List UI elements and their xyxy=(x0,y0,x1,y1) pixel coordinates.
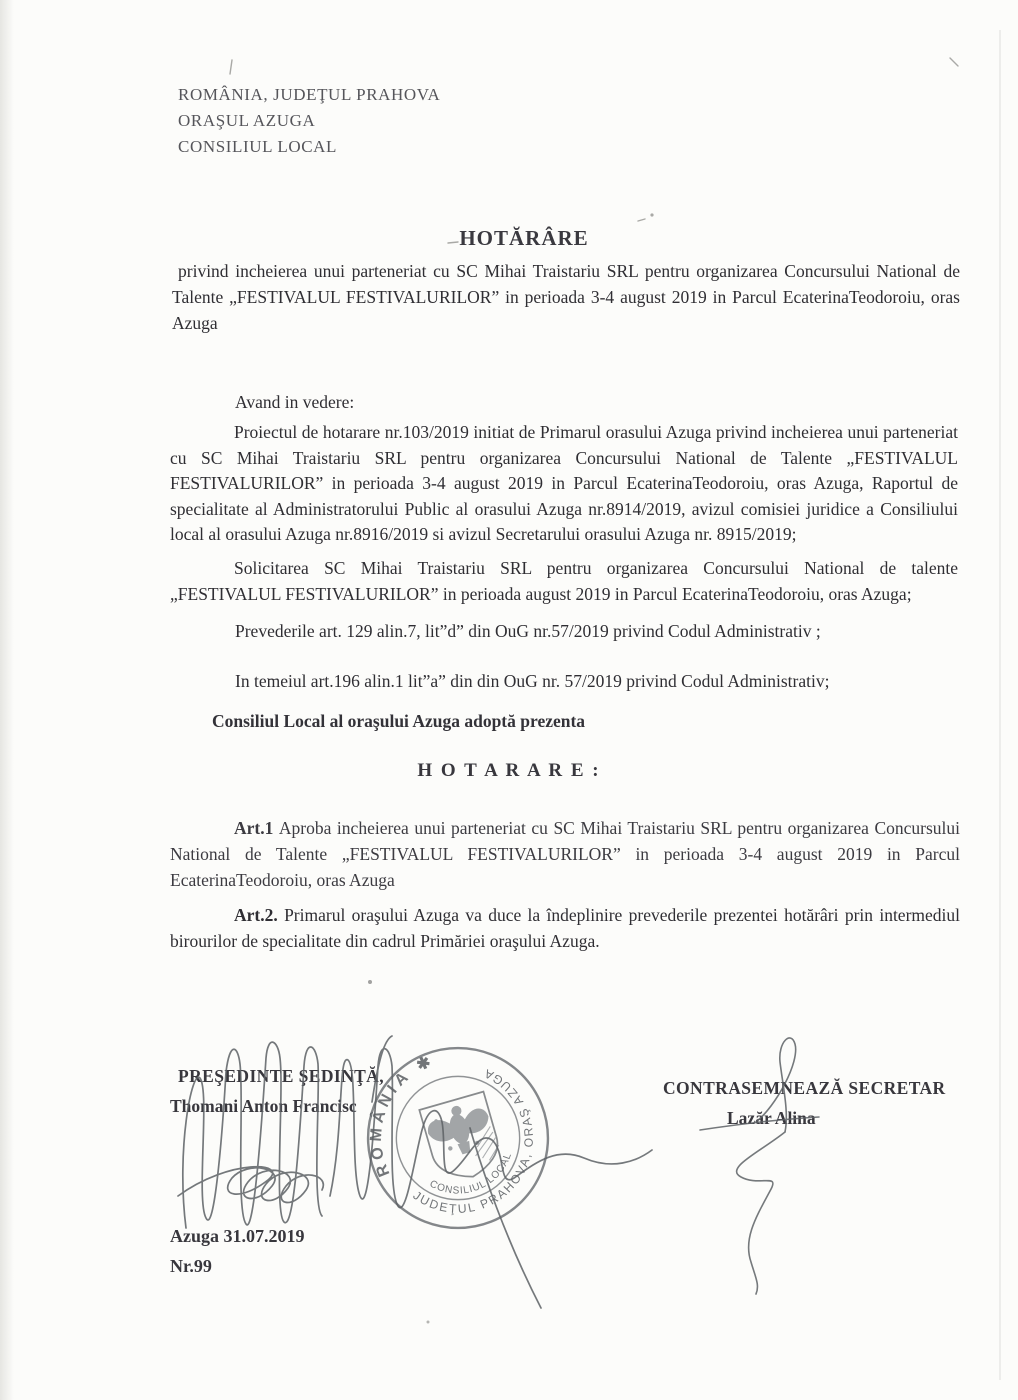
article-2-label: Art.2. xyxy=(234,905,278,925)
president-name: Thomani Anton Francisc xyxy=(170,1096,357,1116)
secretary-title: CONTRASEMNEAZĂ SECRETAR xyxy=(663,1078,946,1098)
decision-number: Nr.99 xyxy=(170,1256,212,1276)
document-subtitle: privind incheierea unui parteneriat cu SC Mihai Traistariu SRL pentru organizarea Concursului National de Talente „FESTIVALUL FESTIVALURILOR” in perioada 3-4 august 2019 in Parcul EcaterinaTeodoroiu, oras Azuga xyxy=(172,261,960,333)
adoption-line: Consiliul Local al oraşului Azuga adoptă prezenta xyxy=(212,711,586,731)
letterhead xyxy=(178,82,440,160)
decision-heading: H O T A R A R E : xyxy=(417,760,601,781)
recital-legal-basis-2: In temeiul art.196 alin.1 lit”a” din din OuG nr. 57/2019 privind Codul Administrativ; xyxy=(235,671,830,691)
secretary-signature-icon xyxy=(700,1038,819,1294)
article-2-text: Primarul oraşului Azuga va duce la îndeplinire prevederile prezentei hotărâri prin intermediul birourilor de specialitate din cadrul Primăriei oraşului Azuga. xyxy=(170,905,961,951)
official-round-stamp-icon xyxy=(362,1042,554,1234)
scan-edge-shadow-left xyxy=(0,0,14,1400)
recital-legal-basis-1: Prevederile art. 129 alin.7, lit”d” din OuG nr.57/2019 privind Codul Administrativ ; xyxy=(235,621,821,641)
recital-request: Solicitarea SC Mihai Traistariu SRL pentru organizarea Concursului National de talente „FESTIVALUL FESTIVALURILOR” in perioada august 2019 in Parcul EcaterinaTeodoroiu, oras Azuga; xyxy=(170,558,958,604)
article-1-text: Aproba incheierea unui parteneriat cu SC Mihai Traistariu SRL pentru organizarea Concursului National de Talente „FESTIVALUL FESTIVALURILOR” in perioada 3-4 august 2019 in Parcul EcaterinaTeodoroiu, oras Azuga xyxy=(170,818,960,890)
stamp-ring-inner-text: CONSILIUL LOCAL xyxy=(427,1151,515,1197)
article-1-label: Art.1 xyxy=(234,818,274,838)
preamble-heading: Avand in vedere: xyxy=(235,392,355,412)
recital-project: Proiectul de hotarare nr.103/2019 initiat de Primarul orasului Azuga privind incheierea unui parteneriat cu SC Mihai Traistariu SRL pentru organizarea Concursului National de Talente „FESTIVALUL FESTIVALURILOR” in perioada 3-4 august 2019 in Parcul EcaterinaTeodoroiu, oras Azuga, Raportul de specialitate al Administratorului Public al orasului Azuga nr.8914/2019, avizul comisiei juridice a Consiliului local al orasului Azuga nr.8916/2019 si avizul Secretarului orasului Azuga nr. 8915/2019; xyxy=(170,422,958,544)
stamp-ring-outer-text: JUDEŢUL PRAHOVA, ORAŞ AZUGA xyxy=(410,1065,537,1216)
article-2 xyxy=(170,902,960,954)
secretary-name: Lazăr Alina xyxy=(727,1108,816,1128)
letterhead-city: ORAŞUL AZUGA xyxy=(178,111,316,130)
document-title: HOTĂRÂRE xyxy=(459,226,589,250)
letterhead-country-county: ROMÂNIA, JUDEŢUL PRAHOVA xyxy=(178,85,441,104)
stamp-ring-left-text: ROMÂNIA ✱ xyxy=(366,1050,438,1180)
president-title: PREŞEDINTE ŞEDINŢĂ, xyxy=(178,1066,384,1086)
article-1 xyxy=(170,815,960,893)
letterhead-council: CONSILIUL LOCAL xyxy=(178,137,337,156)
date-line: Azuga 31.07.2019 xyxy=(170,1226,305,1246)
svg-text:ROMÂNIA ✱ xyxy=(367,1051,438,1179)
